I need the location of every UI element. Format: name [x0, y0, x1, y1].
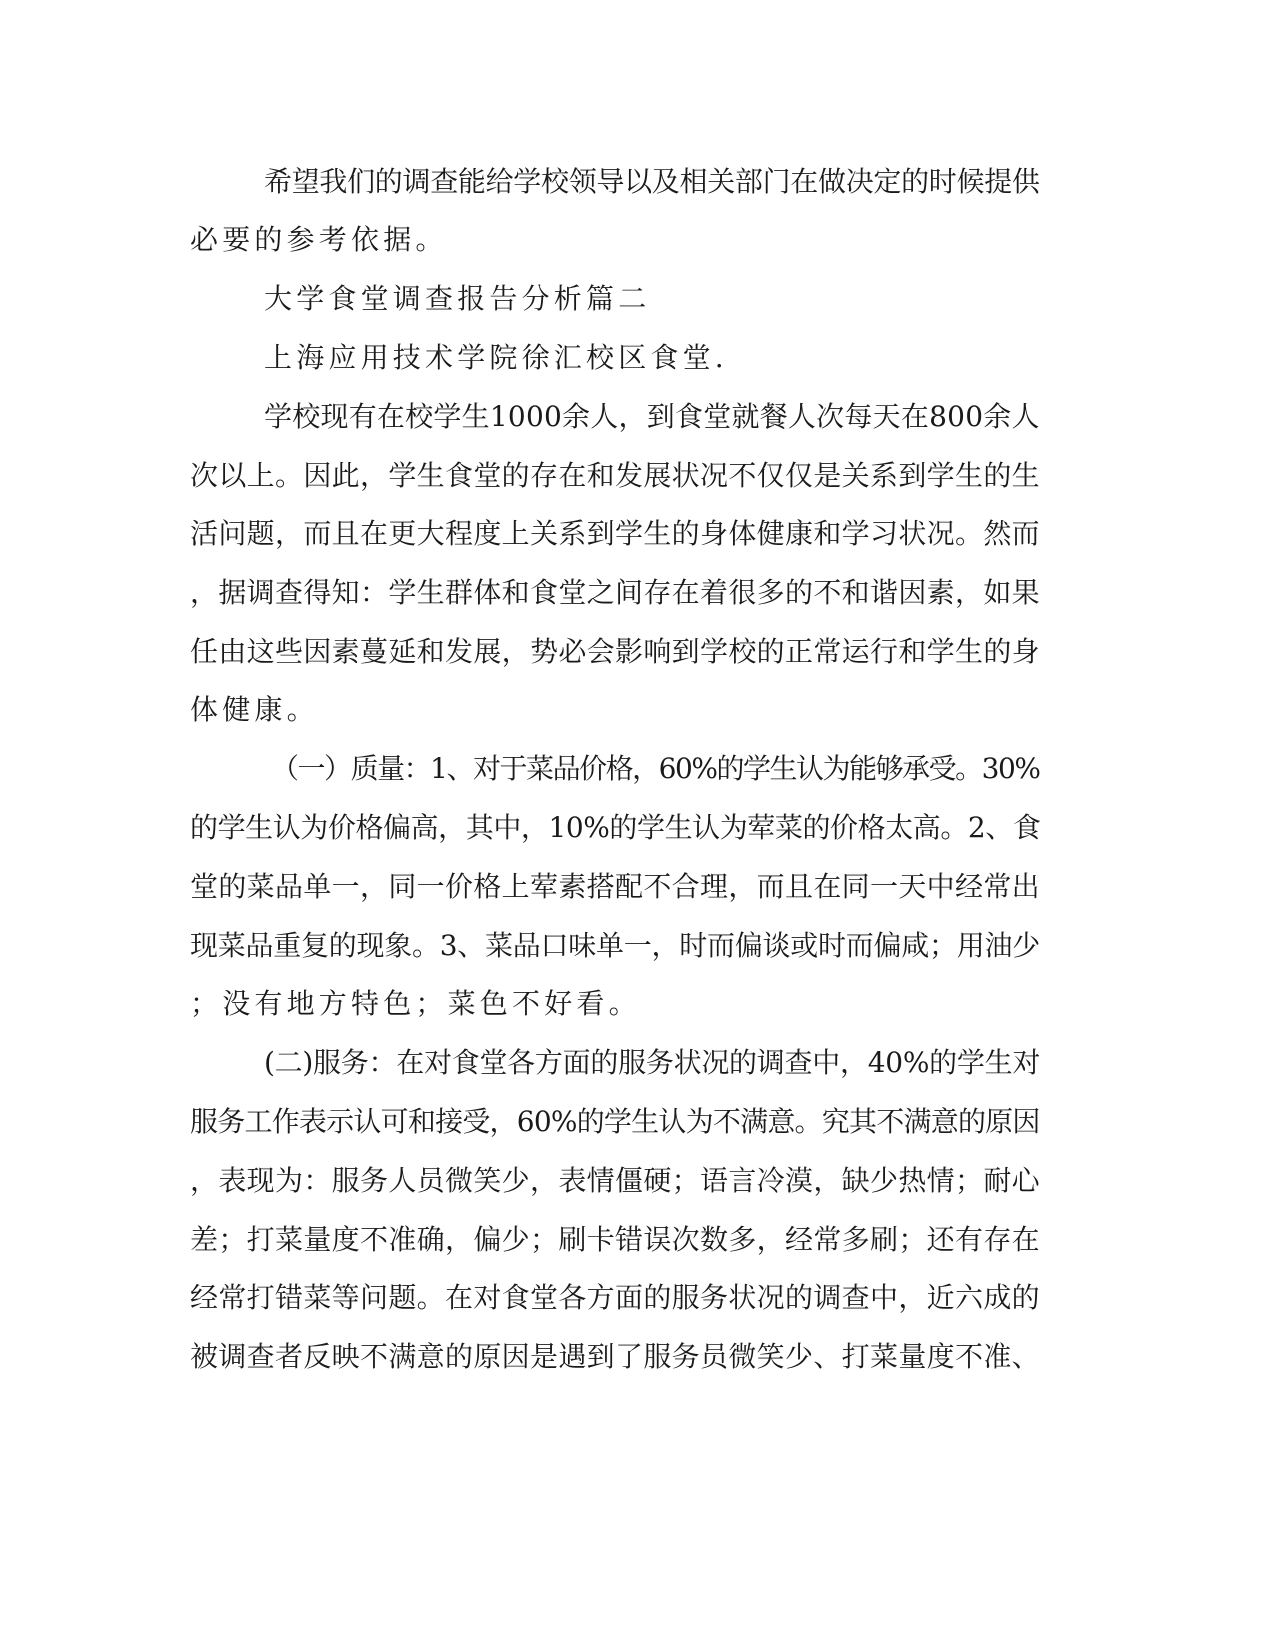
text-line: ，表现为：服务人员微笑少，表情僵硬；语言冷漠，缺少热情；耐心	[190, 1164, 1041, 1197]
text-line: 学校现有在校学生1000余人，到食堂就餐人次每天在800余人	[264, 400, 1040, 433]
text-line: 次以上。因此，学生食堂的存在和发展状况不仅仅是关系到学生的生	[190, 459, 1041, 492]
text-line: 差；打菜量度不准确，偏少；刷卡错误次数多，经常多刷；还有存在	[190, 1223, 1041, 1256]
text-line: 的学生认为价格偏高，其中，10%的学生认为荤菜的价格太高。2、食	[190, 811, 1041, 844]
text-line: 必要的参考依据。	[190, 223, 448, 256]
text-line: 服务工作表示认可和接受，60%的学生认为不满意。究其不满意的原因	[190, 1105, 1040, 1138]
text-line: 现菜品重复的现象。3、菜品口味单一，时而偏谈或时而偏咸；用油少	[190, 929, 1041, 962]
text-line: 上海应用技术学院徐汇校区食堂.	[264, 341, 728, 374]
text-line: （一）质量：1、对于菜品价格，60%的学生认为能够承受。30%	[271, 752, 1040, 785]
text-line: ；没有地方特色；菜色不好看。	[190, 987, 641, 1020]
text-line: 希望我们的调查能给学校领导以及相关部门在做决定的时候提供	[264, 165, 1040, 198]
text-line: 堂的菜品单一，同一价格上荤素搭配不合理，而且在同一天中经常出	[190, 870, 1041, 903]
text-line: 任由这些因素蔓延和发展，势必会影响到学校的正常运行和学生的身	[190, 635, 1041, 668]
text-line: 体健康。	[190, 693, 319, 726]
section-title: 大学食堂调查报告分析篇二	[264, 282, 651, 315]
text-line: ，据调查得知：学生群体和食堂之间存在着很多的不和谐因素，如果	[190, 576, 1041, 609]
text-line: 经常打错菜等问题。在对食堂各方面的服务状况的调查中，近六成的	[190, 1281, 1041, 1314]
text-line: (二)服务：在对食堂各方面的服务状况的调查中，40%的学生对	[264, 1046, 1041, 1079]
text-line: 被调查者反映不满意的原因是遇到了服务员微笑少、打菜量度不准、	[190, 1340, 1041, 1373]
text-line: 活问题，而且在更大程度上关系到学生的身体健康和学习状况。然而	[190, 517, 1041, 550]
